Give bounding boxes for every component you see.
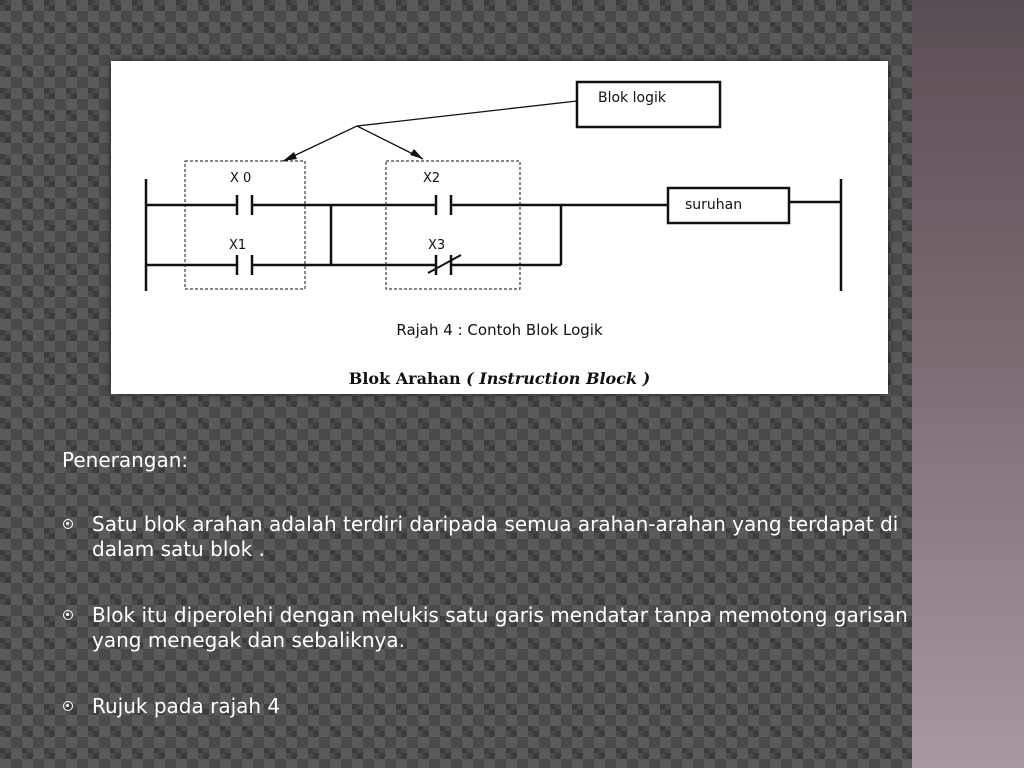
circled-dot-bullet-icon <box>63 701 73 711</box>
ladder-diagram <box>111 61 888 394</box>
bullet-text: Satu blok arahan adalah terdiri daripada semua arahan-arahan yang terdapat di dalam satu blok . <box>92 512 899 561</box>
circled-dot-bullet-icon <box>63 610 73 620</box>
bullet-item <box>62 603 942 653</box>
blok-logik-label: Blok logik <box>598 90 666 106</box>
slide-body-text <box>62 448 942 760</box>
label-x2: X2 <box>423 171 441 186</box>
intro-heading: Penerangan: <box>62 448 189 472</box>
figure-caption-rajah: Rajah 4 : Contoh Blok Logik <box>396 321 603 339</box>
arrowhead-right <box>410 149 423 159</box>
logic-block-2 <box>386 161 520 289</box>
circled-dot-bullet-icon <box>63 519 73 529</box>
ladder-diagram-figure <box>111 61 888 394</box>
bullet-item <box>62 512 942 562</box>
callout-line <box>357 101 577 126</box>
caption-blok-paren: ( Instruction Block ) <box>466 369 651 388</box>
figure-caption-blok-arahan <box>111 369 888 388</box>
bullet-text: Rujuk pada rajah 4 <box>92 694 281 718</box>
caption-blok-main: Blok Arahan <box>348 369 467 388</box>
arrowhead-left <box>283 152 297 161</box>
label-x1: X1 <box>229 238 247 253</box>
label-x0: X 0 <box>230 171 252 186</box>
label-x3: X3 <box>428 238 446 253</box>
suruhan-label: suruhan <box>685 197 743 213</box>
bullet-item <box>62 694 942 719</box>
bullet-text: Blok itu diperolehi dengan melukis satu garis mendatar tanpa memotong garisan yang menegak dan sebaliknya. <box>92 603 908 652</box>
